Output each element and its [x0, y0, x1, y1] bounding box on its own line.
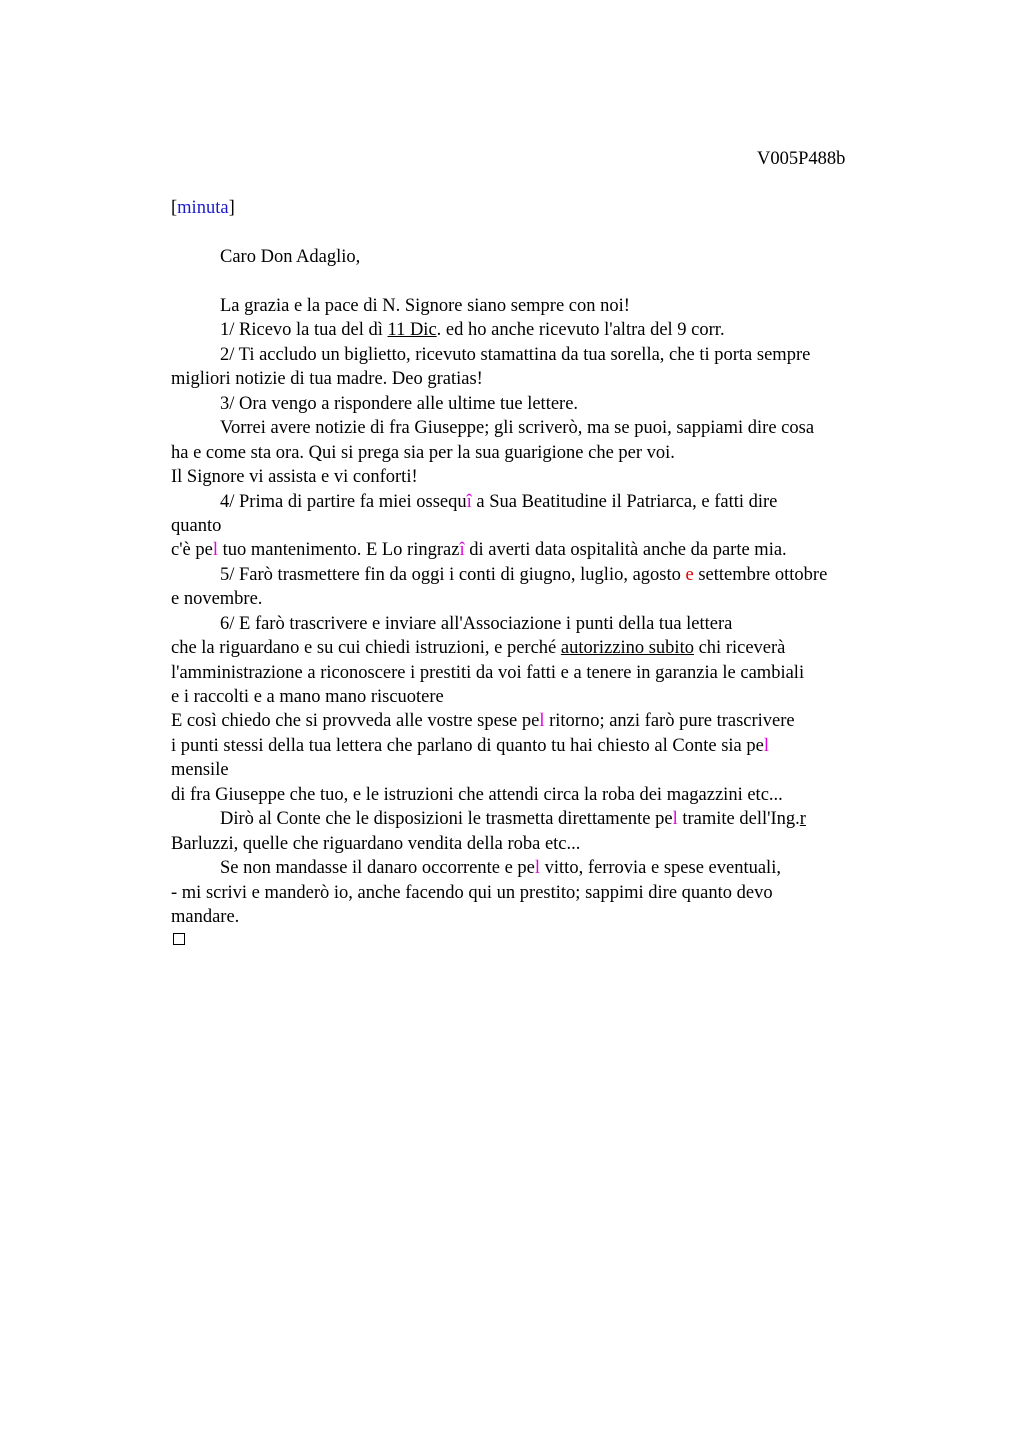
text-line: e i raccolti e a mano mano riscuotere — [171, 687, 444, 707]
correction-mark: l — [212, 540, 218, 560]
text-line: e novembre. — [171, 589, 263, 609]
date-underlined: 11 Dic — [387, 320, 437, 340]
text-line: E così chiedo che si provveda alle vostre spese pel ritorno; anzi farò pure trascrivere — [171, 711, 795, 731]
correction-mark: l — [672, 809, 678, 829]
text-line: che la riguardano e su cui chiedi istruzioni, e perché autorizzino subito chi riceverà — [171, 638, 786, 658]
text-line: 5/ Farò trasmettere fin da oggi i conti di giugno, luglio, agosto e settembre ottobre — [220, 565, 828, 585]
minuta-tag — [171, 199, 235, 218]
end-marker-box — [173, 933, 185, 945]
text-line: quanto — [171, 516, 222, 536]
text-line: Dirò al Conte che le disposizioni le trasmetta direttamente pel tramite dell'Ing.r — [220, 809, 806, 829]
document-reference: V005P488b — [757, 149, 846, 169]
text-line: 6/ E farò trascrivere e inviare all'Associazione i punti della tua lettera — [220, 614, 733, 634]
text-line: Barluzzi, quelle che riguardano vendita della roba etc... — [171, 834, 581, 854]
correction-mark: l — [534, 858, 541, 878]
correction-mark: l — [539, 711, 545, 731]
correction-mark: l — [763, 736, 769, 756]
text-line: 1/ Ricevo la tua del dì 11 Dic. ed ho anche ricevuto l'altra del 9 corr. — [220, 320, 725, 340]
text-line: 4/ Prima di partire fa miei ossequî a Sua Beatitudine il Patriarca, e fatti dire — [220, 492, 778, 512]
text-line: Il Signore vi assista e vi conforti! — [171, 467, 418, 487]
text-line: 3/ Ora vengo a rispondere alle ultime tue lettere. — [220, 394, 579, 414]
salutation: Caro Don Adaglio, — [220, 247, 361, 267]
text-line: ha e come sta ora. Qui si prega sia per la sua guarigione che per voi. — [171, 443, 675, 463]
text-line: - mi scrivi e manderò io, anche facendo qui un prestito; sappimi dire quanto devo — [171, 883, 773, 903]
tag-bracket-close: ] — [228, 198, 235, 218]
tag-bracket-open: [ — [171, 198, 178, 218]
underlined-phrase: autorizzino subito — [560, 638, 694, 658]
text-line: di fra Giuseppe che tuo, e le istruzioni che attendi circa la roba dei magazzini etc... — [171, 785, 783, 805]
text-line: i punti stessi della tua lettera che parlano di quanto tu hai chiesto al Conte sia pel — [171, 736, 769, 756]
text-line: c'è pel tuo mantenimento. E Lo ringrazî di averti data ospitalità anche da parte mia. — [171, 540, 787, 560]
correction-mark: î — [466, 492, 472, 512]
text-line: migliori notizie di tua madre. Deo gratias! — [171, 369, 483, 389]
text-line: Se non mandasse il danaro occorrente e pel vitto, ferrovia e spese eventuali, — [220, 858, 781, 878]
text-line: La grazia e la pace di N. Signore siano sempre con noi! — [220, 296, 630, 316]
text-line: 2/ Ti accludo un biglietto, ricevuto stamattina da tua sorella, che ti porta sempre — [220, 345, 811, 365]
text-line: mensile — [171, 760, 229, 780]
correction-mark: î — [459, 540, 465, 560]
text-line: l'amministrazione a riconoscere i prestiti da voi fatti e a tenere in garanzia le cambiali — [171, 663, 805, 683]
text-line: mandare. — [171, 907, 240, 927]
tag-label: minuta — [177, 198, 229, 218]
text-line: Vorrei avere notizie di fra Giuseppe; gli scriverò, ma se puoi, sappiami dire cosa — [220, 418, 815, 438]
underlined-abbrev: r — [799, 809, 806, 829]
deletion-mark: e — [685, 565, 694, 585]
